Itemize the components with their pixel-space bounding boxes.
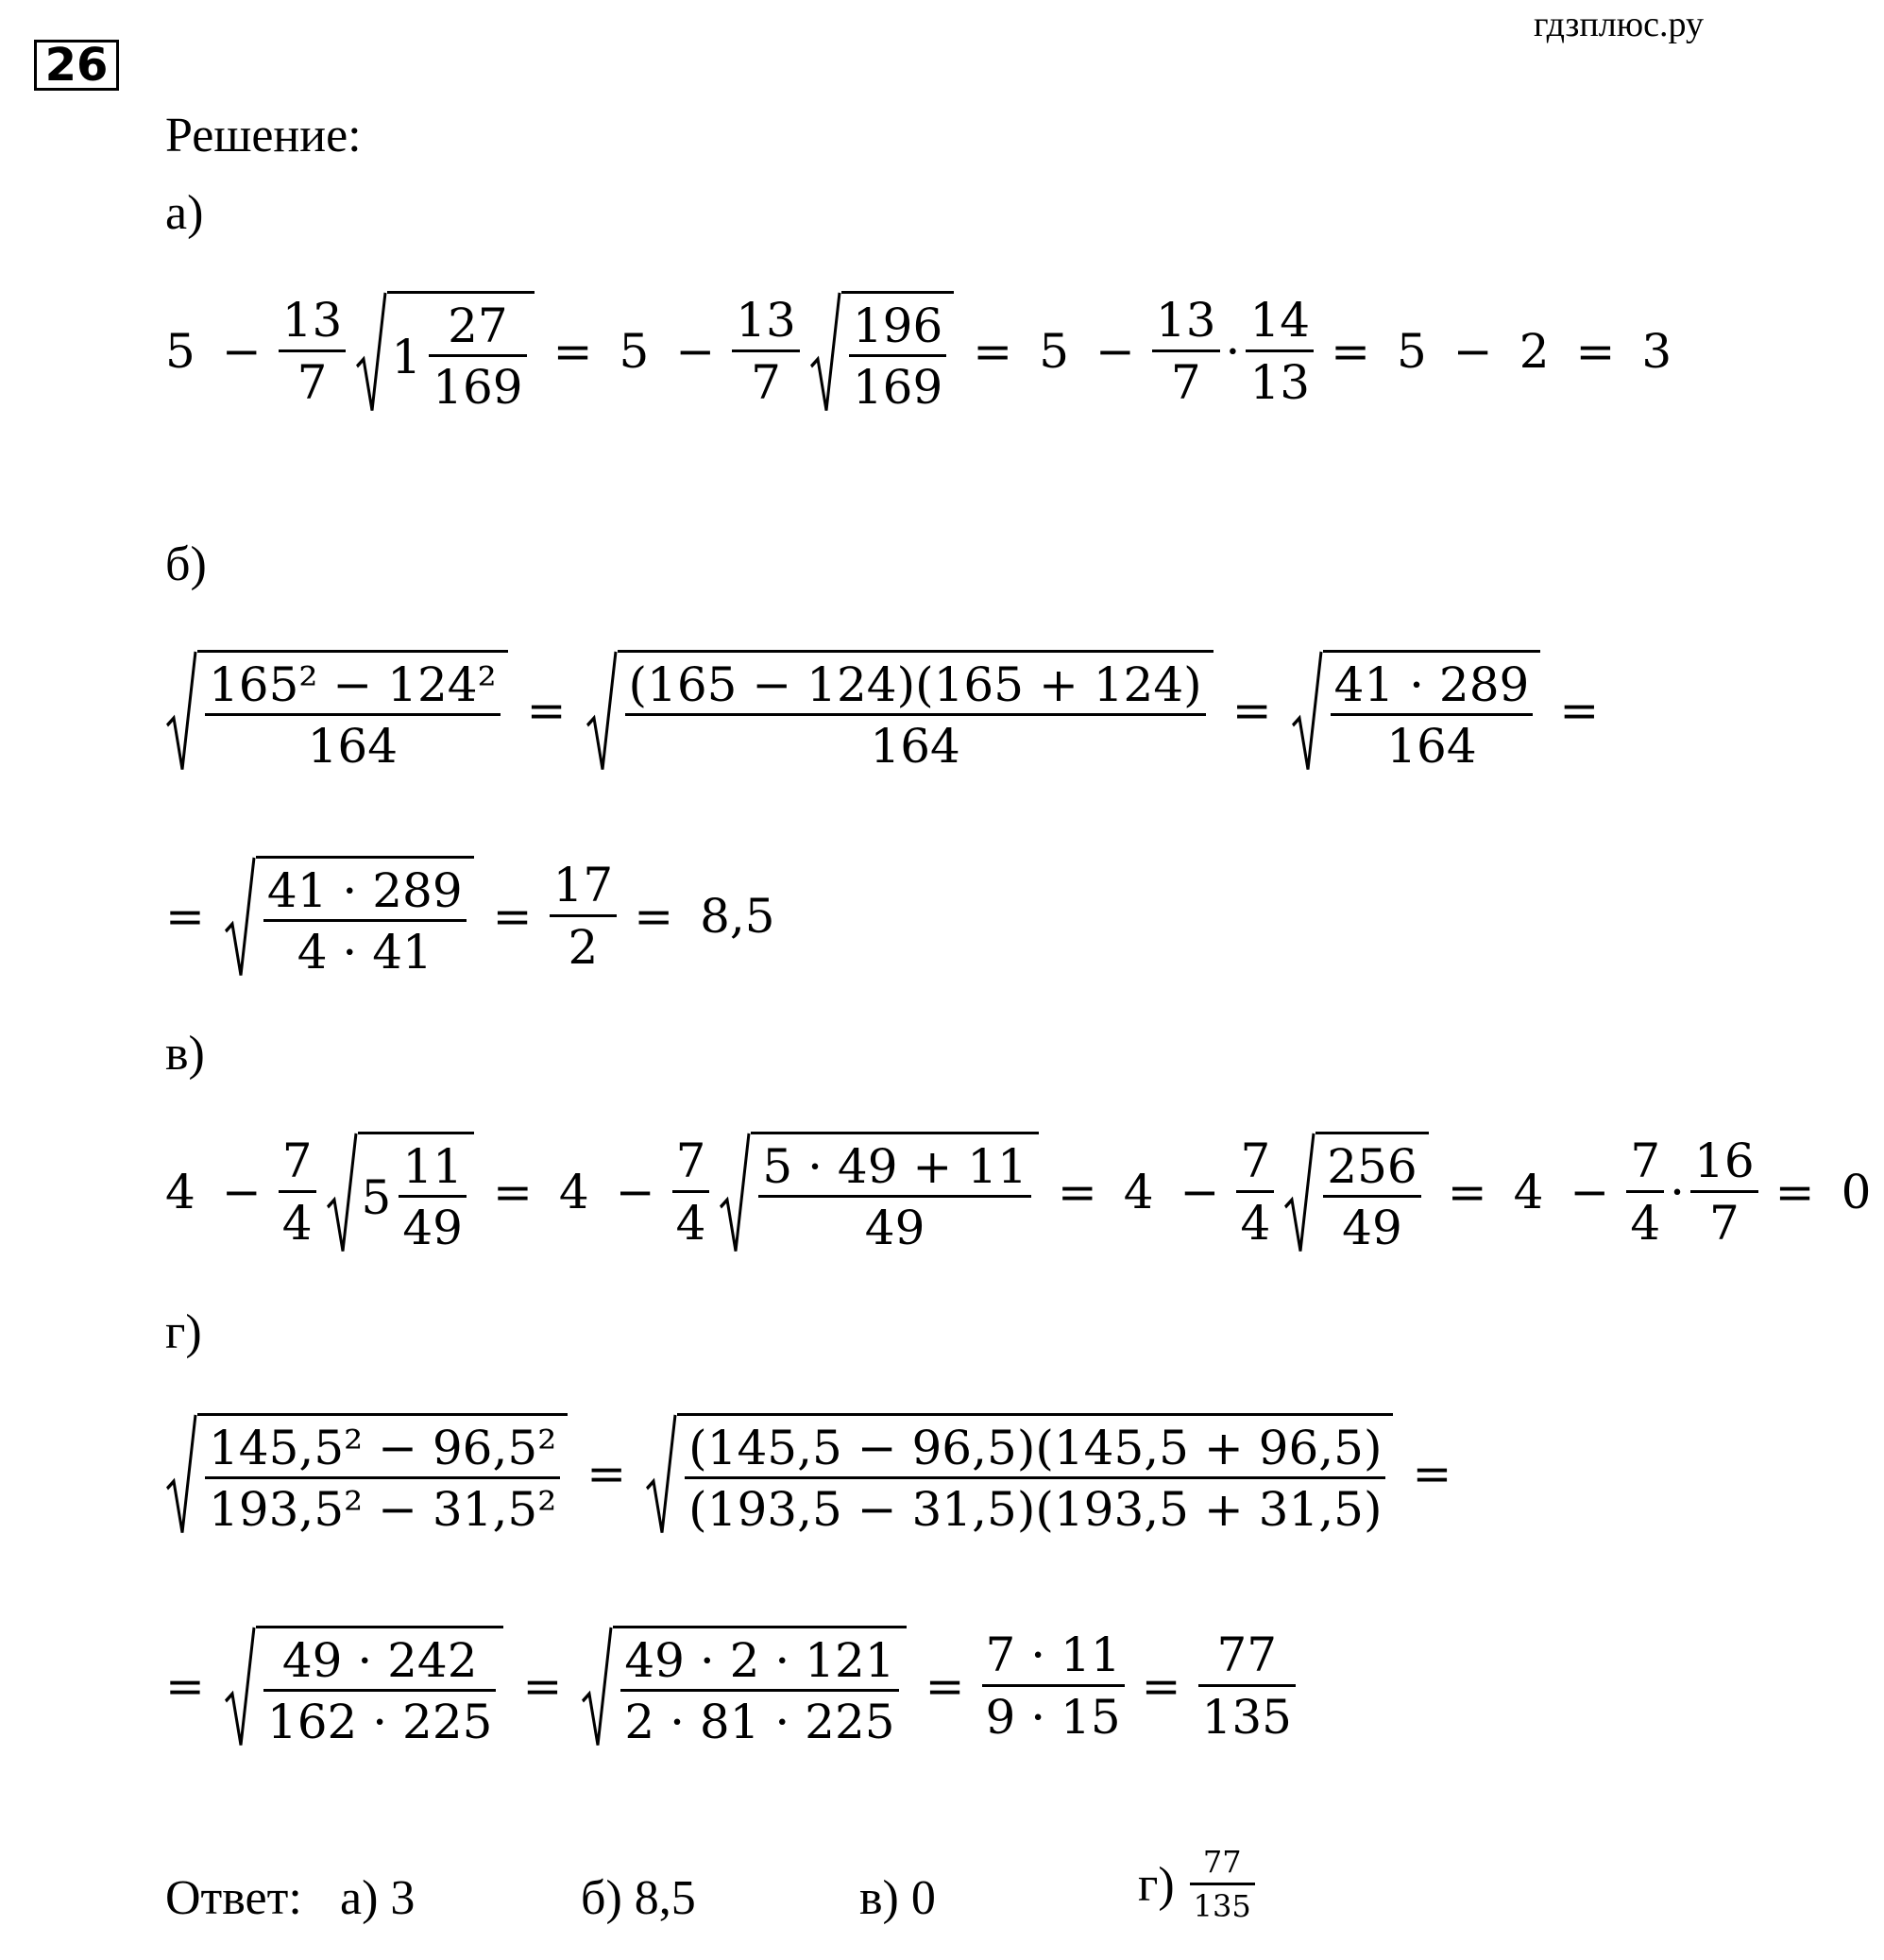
- radical: [581, 1626, 906, 1747]
- numerator: 41 · 289: [1333, 656, 1530, 712]
- radical: [326, 1132, 474, 1253]
- sqrt-sign-icon: [586, 650, 618, 772]
- denominator: 9 · 15: [982, 1684, 1125, 1743]
- a-result: 3: [1641, 324, 1672, 379]
- fraction: [982, 1628, 1125, 1745]
- fraction: [625, 656, 1206, 774]
- numerator: 13: [736, 293, 796, 348]
- denominator: 7: [279, 349, 347, 408]
- equals-sign: =: [1774, 1165, 1815, 1219]
- denominator: 2: [550, 914, 618, 973]
- part-a-label: а): [165, 186, 204, 240]
- a-term: 5: [1396, 324, 1427, 379]
- radicand: [618, 650, 1214, 772]
- fraction: [279, 293, 347, 410]
- radicand: [358, 1132, 474, 1253]
- equals-sign: =: [925, 1659, 965, 1713]
- site-watermark: гдзплюс.ру: [1533, 5, 1704, 44]
- radical: [165, 650, 508, 772]
- denominator: 135: [1198, 1684, 1296, 1743]
- radicand: [613, 1626, 906, 1747]
- equation-b-line1: [165, 616, 1612, 805]
- radicand: [751, 1132, 1038, 1253]
- solution-heading: Решение:: [165, 109, 362, 162]
- equals-sign: =: [165, 889, 205, 944]
- v-term: 4: [165, 1165, 195, 1219]
- radicand: [677, 1413, 1393, 1535]
- numerator: 17: [552, 858, 614, 912]
- numerator: 196: [852, 298, 943, 353]
- denominator: 4: [672, 1190, 710, 1249]
- denominator: (193,5 − 31,5)(193,5 + 31,5): [685, 1476, 1385, 1535]
- fraction: [205, 1420, 560, 1537]
- denominator: 7: [732, 349, 800, 408]
- equals-sign: =: [1575, 324, 1616, 379]
- fraction: [1152, 293, 1220, 410]
- a-term: 5: [165, 324, 195, 379]
- answer-g-label: г): [1138, 1857, 1175, 1912]
- fraction: [263, 1632, 497, 1749]
- sqrt-sign-icon: [165, 1413, 197, 1535]
- fraction: [263, 862, 467, 980]
- numerator: 7: [281, 1133, 313, 1188]
- radical: [1283, 1132, 1428, 1253]
- numerator: 27: [448, 298, 508, 353]
- equals-sign: =: [1559, 683, 1600, 738]
- fraction: [1190, 1844, 1255, 1924]
- numerator: (165 − 124)(165 + 124): [628, 656, 1202, 712]
- equals-sign: =: [492, 1165, 533, 1219]
- denominator: 49: [1323, 1195, 1420, 1253]
- a-term: 5: [1039, 324, 1069, 379]
- sqrt-sign-icon: [581, 1626, 613, 1747]
- radical: [224, 1626, 504, 1747]
- fraction: [1236, 1133, 1274, 1251]
- sqrt-sign-icon: [224, 856, 256, 978]
- equals-sign: =: [492, 889, 533, 944]
- minus-sign: −: [1570, 1165, 1610, 1219]
- fraction: [1626, 1133, 1664, 1251]
- denominator: 193,5² − 31,5²: [205, 1476, 560, 1535]
- sqrt-sign-icon: [645, 1413, 677, 1535]
- radical: [645, 1413, 1393, 1535]
- v-result: 0: [1841, 1165, 1872, 1219]
- equation-g-line2: [165, 1587, 1299, 1785]
- a-term: 5: [619, 324, 650, 379]
- radical: [719, 1132, 1038, 1253]
- denominator: 4: [279, 1190, 316, 1249]
- radicand: [256, 856, 474, 978]
- radicand: [197, 1413, 568, 1535]
- numerator: 49 · 242: [281, 1632, 478, 1688]
- equals-sign: =: [1057, 1165, 1097, 1219]
- denominator: 7: [1690, 1190, 1758, 1249]
- radicand: [841, 291, 954, 413]
- whole-part: 1: [391, 329, 422, 384]
- denominator: 169: [429, 354, 526, 413]
- v-term: 4: [558, 1165, 589, 1219]
- denominator: 164: [1331, 713, 1534, 772]
- denominator: 162 · 225: [263, 1689, 497, 1747]
- sqrt-sign-icon: [1291, 650, 1323, 772]
- equals-sign: =: [586, 1446, 627, 1501]
- minus-sign: −: [675, 324, 716, 379]
- equals-sign: =: [1231, 683, 1272, 738]
- minus-sign: −: [1180, 1165, 1220, 1219]
- radical: [165, 1413, 568, 1535]
- answer-g: [1138, 1844, 1259, 1924]
- numerator: 145,5² − 96,5²: [209, 1420, 557, 1475]
- equals-sign: =: [1331, 324, 1370, 379]
- radical: [355, 291, 534, 413]
- numerator: (145,5 − 96,5)(145,5 + 96,5): [688, 1420, 1383, 1475]
- equation-a: [165, 257, 1685, 446]
- numerator: 14: [1249, 293, 1311, 348]
- part-v-label: в): [165, 1027, 205, 1081]
- fraction: [1246, 293, 1314, 410]
- equals-sign: =: [1141, 1659, 1181, 1713]
- denominator: 7: [1152, 349, 1220, 408]
- minus-sign: −: [221, 1165, 262, 1219]
- numerator: 7 · 11: [985, 1628, 1121, 1682]
- fraction: [1198, 1628, 1296, 1745]
- minus-sign: −: [615, 1165, 655, 1219]
- numerator: 49 · 2 · 121: [624, 1632, 895, 1688]
- radicand: [256, 1626, 504, 1747]
- denominator: 49: [758, 1195, 1030, 1253]
- numerator: 7: [675, 1133, 706, 1188]
- sqrt-sign-icon: [355, 291, 387, 413]
- sqrt-sign-icon: [165, 650, 197, 772]
- equals-sign: =: [1447, 1165, 1487, 1219]
- denominator: 2 · 81 · 225: [620, 1689, 898, 1747]
- equals-sign: =: [634, 889, 674, 944]
- fraction: [429, 298, 526, 415]
- radicand: [1315, 1132, 1428, 1253]
- part-b-label: б): [165, 537, 207, 591]
- fraction: [758, 1138, 1030, 1255]
- denominator: 135: [1190, 1883, 1255, 1923]
- numerator: 11: [402, 1138, 463, 1194]
- fraction: [399, 1138, 467, 1255]
- sqrt-sign-icon: [1283, 1132, 1315, 1253]
- equals-sign: =: [165, 1659, 205, 1713]
- numerator: 256: [1327, 1138, 1417, 1194]
- fraction: [685, 1420, 1385, 1537]
- denominator: 49: [399, 1195, 467, 1253]
- answer-b: б) 8,5: [581, 1871, 696, 1925]
- numerator: 77: [1216, 1628, 1278, 1682]
- fraction: [849, 298, 946, 415]
- task-number: 26: [34, 40, 119, 91]
- answer-a: а) 3: [340, 1871, 416, 1925]
- equation-v: [165, 1098, 1884, 1287]
- part-g-label: г): [165, 1305, 202, 1359]
- fraction: [550, 858, 618, 975]
- dot-sign: ·: [1670, 1165, 1686, 1219]
- sqrt-sign-icon: [326, 1132, 358, 1253]
- numerator: 13: [1155, 293, 1216, 348]
- radical: [586, 650, 1214, 772]
- minus-sign: −: [1095, 324, 1135, 379]
- equals-sign: =: [526, 683, 567, 738]
- numerator: 41 · 289: [266, 862, 463, 918]
- fraction: [732, 293, 800, 410]
- denominator: 164: [625, 713, 1206, 772]
- fraction: [279, 1133, 316, 1251]
- numerator: 13: [281, 293, 343, 348]
- equation-b-line2: [165, 822, 789, 1011]
- answer-v: в) 0: [859, 1871, 936, 1925]
- equals-sign: =: [552, 324, 593, 379]
- equals-sign: =: [522, 1659, 563, 1713]
- radicand: [197, 650, 508, 772]
- dot-sign: ·: [1225, 324, 1241, 379]
- numerator: 5 · 49 + 11: [762, 1138, 1027, 1194]
- denominator: 164: [205, 713, 501, 772]
- sqrt-sign-icon: [719, 1132, 751, 1253]
- radicand: [1323, 650, 1541, 772]
- numerator: 16: [1694, 1133, 1755, 1188]
- fraction: [672, 1133, 710, 1251]
- radical: [809, 291, 954, 413]
- a-term: 2: [1519, 324, 1550, 379]
- denominator: 4 · 41: [263, 919, 467, 978]
- answer-label: Ответ:: [165, 1871, 302, 1925]
- numerator: 7: [1630, 1133, 1661, 1188]
- fraction: [1331, 656, 1534, 774]
- numerator: 165² − 124²: [209, 656, 497, 712]
- sqrt-sign-icon: [224, 1626, 256, 1747]
- minus-sign: −: [221, 324, 262, 379]
- radical: [224, 856, 474, 978]
- denominator: 169: [849, 354, 946, 413]
- numerator: 77: [1202, 1844, 1242, 1880]
- radicand: [387, 291, 534, 413]
- whole-part: 5: [361, 1169, 392, 1225]
- fraction: [1690, 1133, 1758, 1251]
- equals-sign: =: [973, 324, 1013, 379]
- fraction: [1323, 1138, 1420, 1255]
- equals-sign: =: [1412, 1446, 1452, 1501]
- fraction: [205, 656, 501, 774]
- equation-g-line1: [165, 1374, 1465, 1573]
- denominator: 4: [1236, 1190, 1274, 1249]
- fraction: [620, 1632, 898, 1749]
- b-result: 8,5: [700, 889, 775, 944]
- minus-sign: −: [1452, 324, 1493, 379]
- denominator: 4: [1626, 1190, 1664, 1249]
- v-term: 4: [1513, 1165, 1544, 1219]
- numerator: 7: [1240, 1133, 1271, 1188]
- sqrt-sign-icon: [809, 291, 841, 413]
- radical: [1291, 650, 1541, 772]
- v-term: 4: [1123, 1165, 1154, 1219]
- denominator: 13: [1246, 349, 1314, 408]
